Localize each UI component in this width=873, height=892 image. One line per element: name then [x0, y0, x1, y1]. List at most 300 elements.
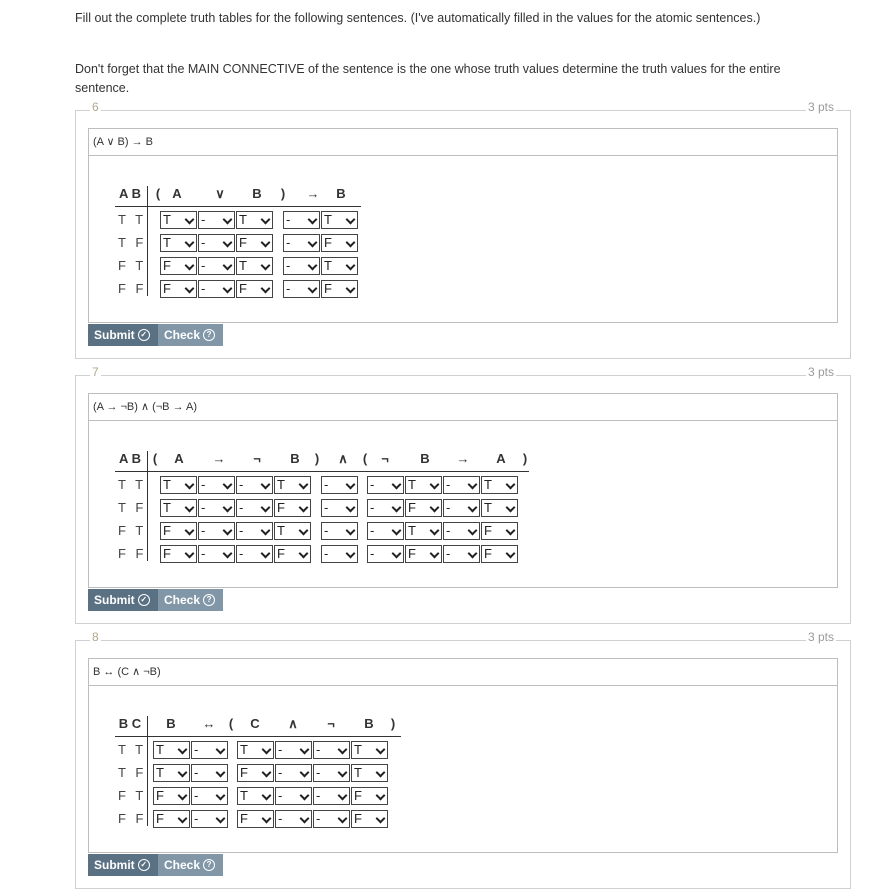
column-header: ↔	[202, 716, 216, 731]
chevron-down-icon	[261, 284, 271, 294]
truth-value-select[interactable]	[367, 522, 404, 540]
column-header: (	[362, 451, 368, 466]
truth-value-select[interactable]	[191, 741, 228, 759]
truth-value-select[interactable]	[321, 257, 358, 275]
truth-value-select[interactable]	[443, 499, 480, 517]
row-values: F F	[118, 281, 147, 296]
truth-table	[115, 716, 401, 826]
selected-value: T	[277, 477, 285, 492]
truth-value-select[interactable]	[283, 211, 320, 229]
truth-value-select[interactable]	[274, 522, 311, 540]
truth-value-select[interactable]	[274, 499, 311, 517]
selected-value: -	[201, 258, 206, 273]
truth-value-select[interactable]	[237, 787, 274, 805]
truth-value-select[interactable]	[236, 234, 273, 252]
chevron-down-icon	[376, 814, 386, 824]
chevron-down-icon	[346, 284, 356, 294]
truth-value-select[interactable]	[198, 522, 235, 540]
selected-value: -	[194, 742, 199, 757]
selected-value: -	[201, 523, 206, 538]
truth-value-select[interactable]	[236, 522, 273, 540]
selected-value: -	[286, 281, 291, 296]
selected-value: T	[484, 477, 492, 492]
selected-value: -	[324, 477, 329, 492]
truth-value-select[interactable]	[351, 787, 388, 805]
chevron-down-icon	[468, 526, 478, 536]
truth-value-select[interactable]	[191, 764, 228, 782]
chevron-down-icon	[346, 526, 356, 536]
truth-value-select[interactable]	[160, 280, 197, 298]
selected-value: -	[201, 500, 206, 515]
chevron-down-icon	[178, 814, 188, 824]
truth-value-select[interactable]	[405, 499, 442, 517]
truth-value-select[interactable]	[160, 522, 197, 540]
truth-value-select[interactable]	[313, 787, 350, 805]
chevron-down-icon	[300, 768, 310, 778]
truth-value-select[interactable]	[153, 764, 190, 782]
selected-value: -	[278, 765, 283, 780]
submit-button[interactable]	[88, 854, 158, 876]
chevron-down-icon	[216, 791, 226, 801]
row-values: F F	[118, 811, 147, 826]
submit-label: Submit	[94, 593, 135, 607]
chevron-down-icon	[338, 768, 348, 778]
selected-value: -	[316, 765, 321, 780]
selected-value: F	[163, 258, 171, 273]
column-header: )	[390, 716, 396, 731]
truth-value-select[interactable]	[160, 234, 197, 252]
selected-value: T	[239, 258, 247, 273]
chevron-down-icon	[506, 480, 516, 490]
column-header: B	[290, 451, 300, 466]
question-points: 3 pts	[807, 100, 834, 114]
truth-value-select[interactable]	[237, 810, 274, 828]
selected-value: T	[163, 212, 171, 227]
chevron-down-icon	[346, 261, 356, 271]
selected-value: F	[239, 235, 247, 250]
selected-value: F	[354, 811, 362, 826]
truth-value-select[interactable]	[191, 810, 228, 828]
selected-value: -	[446, 546, 451, 561]
truth-value-select[interactable]	[198, 476, 235, 494]
selected-value: F	[277, 500, 285, 515]
selected-value: F	[239, 281, 247, 296]
submit-button[interactable]	[88, 589, 158, 611]
selected-value: F	[163, 281, 171, 296]
selected-value: F	[484, 523, 492, 538]
check-circle-icon: ✓	[138, 859, 150, 871]
chevron-down-icon	[262, 814, 272, 824]
selected-value: -	[278, 742, 283, 757]
truth-value-select[interactable]	[198, 211, 235, 229]
truth-value-select[interactable]	[351, 764, 388, 782]
selected-value: -	[286, 235, 291, 250]
chevron-down-icon	[262, 768, 272, 778]
truth-value-select[interactable]	[283, 280, 320, 298]
chevron-down-icon	[223, 503, 233, 513]
check-button[interactable]	[158, 324, 223, 346]
truth-value-select[interactable]	[481, 476, 518, 494]
chevron-down-icon	[346, 215, 356, 225]
row-divider	[147, 186, 148, 296]
formula-text: B ↔ (C ∧ ¬B)	[89, 659, 837, 686]
chevron-down-icon	[392, 549, 402, 559]
selected-value: T	[240, 742, 248, 757]
header-rule	[115, 206, 361, 207]
atomic-header: A B	[119, 451, 141, 466]
truth-value-select[interactable]	[351, 741, 388, 759]
truth-value-select[interactable]	[160, 545, 197, 563]
truth-value-select[interactable]	[160, 257, 197, 275]
truth-value-select[interactable]	[313, 764, 350, 782]
truth-value-select[interactable]	[481, 545, 518, 563]
truth-value-select[interactable]	[191, 787, 228, 805]
truth-value-select[interactable]	[481, 499, 518, 517]
selected-value: -	[316, 788, 321, 803]
column-header: ∧	[338, 451, 348, 466]
chevron-down-icon	[223, 215, 233, 225]
chevron-down-icon	[299, 549, 309, 559]
selected-value: -	[446, 477, 451, 492]
table-header	[115, 451, 529, 469]
chevron-down-icon	[185, 526, 195, 536]
chevron-down-icon	[178, 768, 188, 778]
chevron-down-icon	[299, 480, 309, 490]
chevron-down-icon	[223, 526, 233, 536]
chevron-down-icon	[430, 480, 440, 490]
formula-text: (A → ¬B) ∧ (¬B → A)	[89, 394, 837, 421]
truth-value-select[interactable]	[236, 211, 273, 229]
column-header: B	[252, 186, 262, 201]
selected-value: T	[156, 765, 164, 780]
row-divider	[147, 716, 148, 826]
chevron-down-icon	[346, 480, 356, 490]
selected-value: -	[446, 500, 451, 515]
chevron-down-icon	[185, 215, 195, 225]
row-values: T F	[118, 500, 147, 515]
chevron-down-icon	[338, 814, 348, 824]
selected-value: -	[239, 500, 244, 515]
truth-value-select[interactable]	[405, 522, 442, 540]
selected-value: F	[324, 281, 332, 296]
header-rule	[115, 736, 401, 737]
truth-value-select[interactable]	[198, 234, 235, 252]
row-divider	[147, 451, 148, 561]
chevron-down-icon	[261, 480, 271, 490]
selected-value: F	[163, 523, 171, 538]
selected-value: -	[370, 477, 375, 492]
selected-value: -	[446, 523, 451, 538]
chevron-down-icon	[261, 238, 271, 248]
row-values: T F	[118, 765, 147, 780]
selected-value: T	[156, 742, 164, 757]
chevron-down-icon	[300, 745, 310, 755]
column-header: B	[166, 716, 176, 731]
truth-value-select[interactable]	[321, 522, 358, 540]
column-header: )	[280, 186, 286, 201]
chevron-down-icon	[506, 526, 516, 536]
truth-value-select[interactable]	[160, 499, 197, 517]
chevron-down-icon	[261, 526, 271, 536]
help-circle-icon: ?	[203, 859, 215, 871]
question-number: 7	[92, 365, 99, 379]
row-values: F T	[118, 258, 147, 273]
selected-value: F	[156, 788, 164, 803]
truth-value-select[interactable]	[367, 499, 404, 517]
chevron-down-icon	[223, 549, 233, 559]
action-buttons	[88, 324, 228, 346]
column-header: C	[250, 716, 260, 731]
truth-value-select[interactable]	[236, 476, 273, 494]
selected-value: -	[286, 258, 291, 273]
truth-value-select[interactable]	[275, 787, 312, 805]
submit-label: Submit	[94, 328, 135, 342]
instructions-text: Fill out the complete truth tables for the following sentences. (I've automatically filled in the values for the atomic sentences.)	[75, 11, 761, 25]
chevron-down-icon	[261, 549, 271, 559]
chevron-down-icon	[299, 526, 309, 536]
selected-value: -	[324, 500, 329, 515]
selected-value: -	[201, 477, 206, 492]
question-number: 6	[92, 100, 99, 114]
chevron-down-icon	[185, 480, 195, 490]
chevron-down-icon	[261, 503, 271, 513]
action-buttons	[88, 589, 228, 611]
question-6	[75, 100, 851, 359]
check-label: Check	[164, 593, 201, 607]
help-circle-icon: ?	[203, 329, 215, 341]
truth-value-select[interactable]	[237, 764, 274, 782]
column-header: A	[172, 186, 182, 201]
truth-value-select[interactable]	[283, 234, 320, 252]
truth-value-select[interactable]	[283, 257, 320, 275]
truth-value-select[interactable]	[153, 787, 190, 805]
selected-value: T	[239, 212, 247, 227]
selected-value: F	[240, 811, 248, 826]
column-header: →	[212, 451, 226, 466]
question-7	[75, 365, 851, 624]
truth-value-select[interactable]	[481, 522, 518, 540]
chevron-down-icon	[346, 503, 356, 513]
selected-value: -	[239, 523, 244, 538]
chevron-down-icon	[185, 261, 195, 271]
column-header: A	[174, 451, 184, 466]
column-header: A	[496, 451, 506, 466]
truth-value-select[interactable]	[321, 499, 358, 517]
selected-value: -	[239, 546, 244, 561]
truth-value-select[interactable]	[321, 545, 358, 563]
column-header: (	[152, 451, 158, 466]
truth-value-select[interactable]	[236, 499, 273, 517]
chevron-down-icon	[376, 791, 386, 801]
truth-value-select[interactable]	[236, 257, 273, 275]
selected-value: -	[286, 212, 291, 227]
column-header: →	[306, 186, 320, 201]
chevron-down-icon	[346, 238, 356, 248]
chevron-down-icon	[262, 791, 272, 801]
truth-value-select[interactable]	[198, 257, 235, 275]
selected-value: -	[194, 788, 199, 803]
row-values: F T	[118, 523, 147, 538]
submit-button[interactable]	[88, 324, 158, 346]
check-label: Check	[164, 328, 201, 342]
chevron-down-icon	[308, 238, 318, 248]
chevron-down-icon	[223, 238, 233, 248]
selected-value: T	[408, 477, 416, 492]
selected-value: T	[484, 500, 492, 515]
selected-value: -	[370, 523, 375, 538]
chevron-down-icon	[185, 238, 195, 248]
truth-value-select[interactable]	[160, 476, 197, 494]
column-header: (	[155, 186, 161, 201]
truth-value-select[interactable]	[160, 211, 197, 229]
truth-value-select[interactable]	[274, 545, 311, 563]
check-label: Check	[164, 858, 201, 872]
header-rule	[115, 471, 529, 472]
chevron-down-icon	[261, 215, 271, 225]
chevron-down-icon	[392, 526, 402, 536]
selected-value: -	[324, 523, 329, 538]
chevron-down-icon	[346, 549, 356, 559]
column-header: B	[364, 716, 374, 731]
column-header: ¬	[381, 451, 389, 466]
chevron-down-icon	[376, 768, 386, 778]
chevron-down-icon	[308, 261, 318, 271]
selected-value: -	[201, 235, 206, 250]
row-values: F T	[118, 788, 147, 803]
truth-value-select[interactable]	[153, 810, 190, 828]
check-circle-icon: ✓	[138, 594, 150, 606]
truth-value-select[interactable]	[198, 545, 235, 563]
truth-value-select[interactable]	[367, 545, 404, 563]
main-connective-note: Don't forget that the MAIN CONNECTIVE of the sentence is the one whose truth values determine the truth values for the entire sentence.	[75, 62, 781, 95]
chevron-down-icon	[392, 503, 402, 513]
truth-value-select[interactable]	[405, 545, 442, 563]
chevron-down-icon	[261, 261, 271, 271]
chevron-down-icon	[506, 503, 516, 513]
table-header	[115, 716, 401, 734]
truth-value-select[interactable]	[321, 476, 358, 494]
truth-value-select[interactable]	[275, 764, 312, 782]
truth-value-select[interactable]	[275, 810, 312, 828]
selected-value: F	[240, 765, 248, 780]
chevron-down-icon	[216, 768, 226, 778]
selected-value: T	[324, 212, 332, 227]
selected-value: F	[277, 546, 285, 561]
selected-value: -	[201, 281, 206, 296]
formula-text: (A ∨ B) → B	[89, 129, 837, 156]
chevron-down-icon	[216, 814, 226, 824]
selected-value: -	[316, 811, 321, 826]
submit-label: Submit	[94, 858, 135, 872]
column-header: ¬	[253, 451, 261, 466]
chevron-down-icon	[223, 261, 233, 271]
selected-value: T	[354, 742, 362, 757]
selected-value: -	[278, 788, 283, 803]
chevron-down-icon	[430, 549, 440, 559]
column-header: B	[420, 451, 430, 466]
column-header: →	[456, 451, 470, 466]
atomic-header: A B	[119, 186, 141, 201]
truth-value-select[interactable]	[275, 741, 312, 759]
chevron-down-icon	[178, 745, 188, 755]
selected-value: -	[239, 477, 244, 492]
truth-value-select[interactable]	[321, 211, 358, 229]
selected-value: F	[408, 546, 416, 561]
question-body	[88, 393, 838, 588]
chevron-down-icon	[308, 284, 318, 294]
selected-value: -	[201, 212, 206, 227]
truth-value-select[interactable]	[351, 810, 388, 828]
truth-value-select[interactable]	[153, 741, 190, 759]
chevron-down-icon	[308, 215, 318, 225]
truth-value-select[interactable]	[198, 499, 235, 517]
truth-value-select[interactable]	[443, 476, 480, 494]
chevron-down-icon	[468, 480, 478, 490]
truth-value-select[interactable]	[313, 741, 350, 759]
chevron-down-icon	[223, 480, 233, 490]
column-header: ∧	[288, 716, 298, 731]
question-number: 8	[92, 630, 99, 644]
selected-value: -	[278, 811, 283, 826]
truth-value-select[interactable]	[274, 476, 311, 494]
row-values: F F	[118, 546, 147, 561]
truth-value-select[interactable]	[321, 280, 358, 298]
chevron-down-icon	[468, 503, 478, 513]
chevron-down-icon	[185, 503, 195, 513]
truth-value-select[interactable]	[236, 545, 273, 563]
truth-value-select[interactable]	[237, 741, 274, 759]
selected-value: -	[370, 500, 375, 515]
selected-value: T	[408, 523, 416, 538]
selected-value: F	[324, 235, 332, 250]
row-values: T T	[118, 742, 147, 757]
truth-value-select[interactable]	[443, 545, 480, 563]
chevron-down-icon	[223, 284, 233, 294]
truth-value-select[interactable]	[313, 810, 350, 828]
chevron-down-icon	[506, 549, 516, 559]
chevron-down-icon	[392, 480, 402, 490]
truth-value-select[interactable]	[405, 476, 442, 494]
selected-value: T	[163, 477, 171, 492]
selected-value: F	[156, 811, 164, 826]
chevron-down-icon	[430, 503, 440, 513]
row-values: T T	[118, 212, 147, 227]
truth-value-select[interactable]	[236, 280, 273, 298]
check-circle-icon: ✓	[138, 329, 150, 341]
atomic-header: B C	[118, 716, 142, 731]
chevron-down-icon	[376, 745, 386, 755]
chevron-down-icon	[338, 791, 348, 801]
truth-value-select[interactable]	[367, 476, 404, 494]
truth-value-select[interactable]	[198, 280, 235, 298]
question-body	[88, 658, 838, 853]
selected-value: F	[354, 788, 362, 803]
column-header: ∨	[215, 186, 225, 201]
chevron-down-icon	[185, 284, 195, 294]
selected-value: F	[163, 546, 171, 561]
selected-value: F	[408, 500, 416, 515]
check-button[interactable]	[158, 854, 223, 876]
truth-table	[115, 186, 361, 296]
chevron-down-icon	[338, 745, 348, 755]
truth-value-select[interactable]	[443, 522, 480, 540]
help-circle-icon: ?	[203, 594, 215, 606]
question-points: 3 pts	[807, 365, 834, 379]
truth-table	[115, 451, 529, 561]
truth-value-select[interactable]	[321, 234, 358, 252]
chevron-down-icon	[216, 745, 226, 755]
check-button[interactable]	[158, 589, 223, 611]
